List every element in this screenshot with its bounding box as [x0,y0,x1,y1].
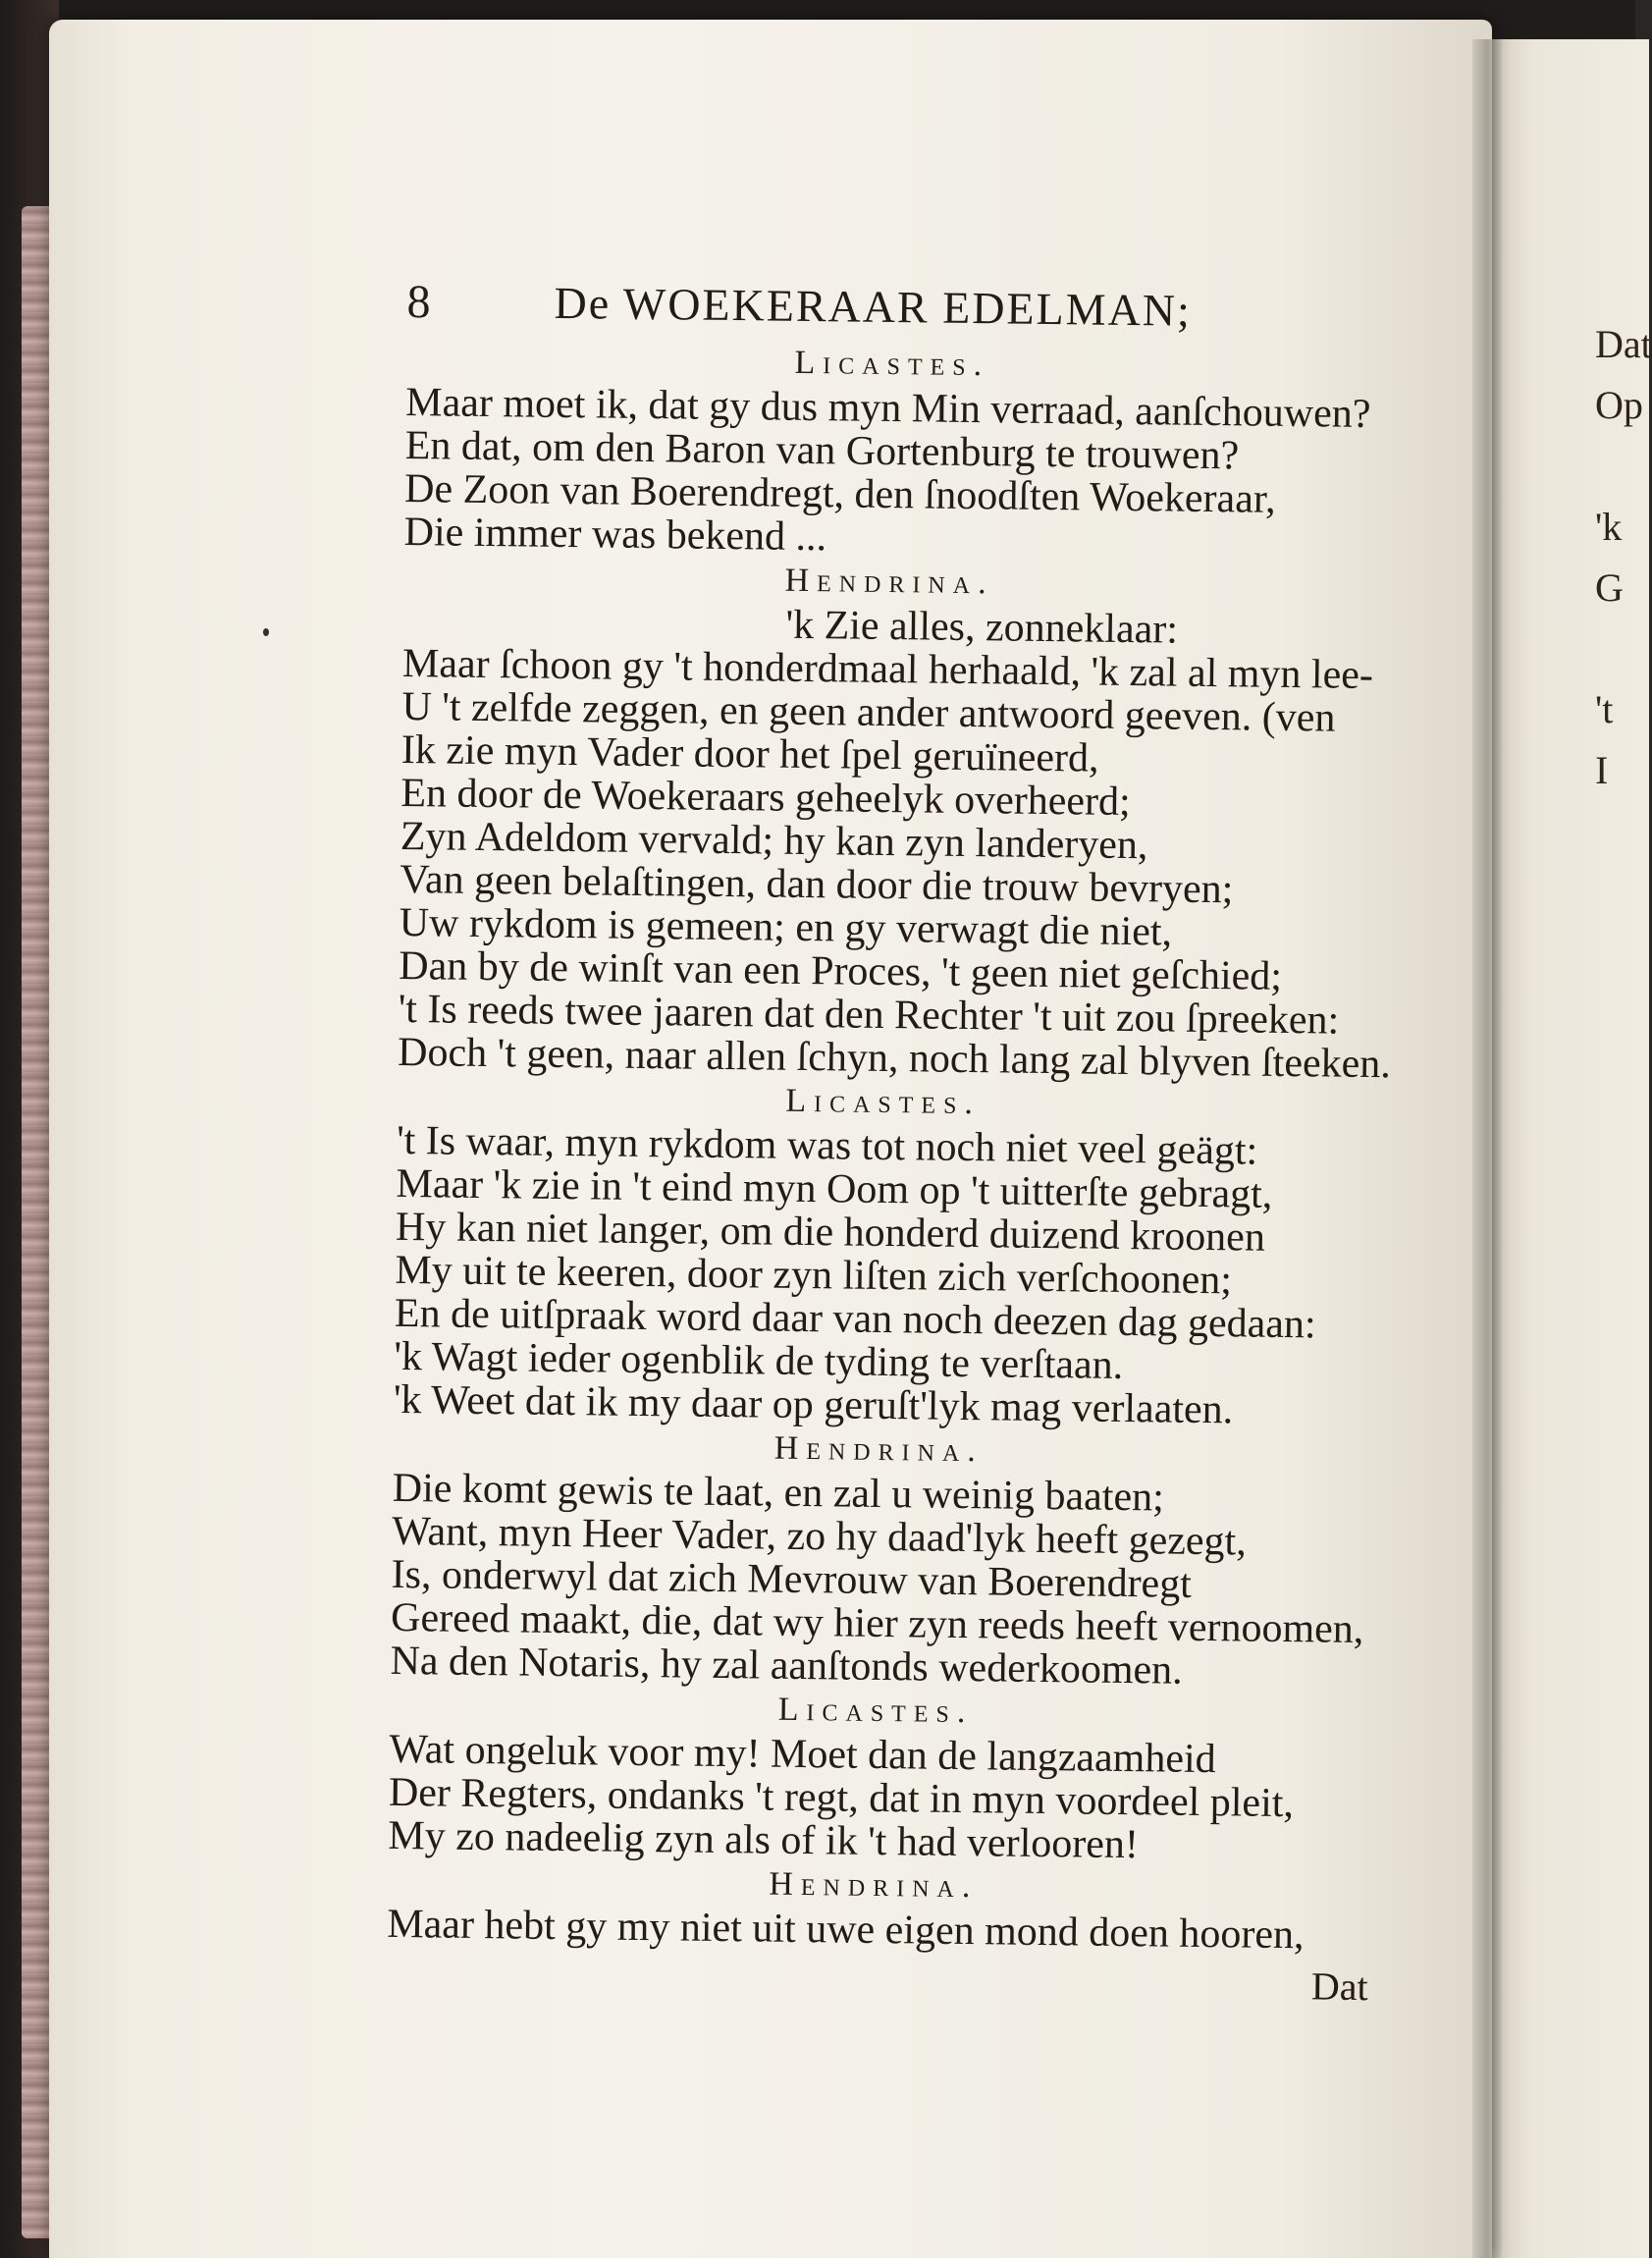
verse-line: Maar moet ik, dat gy dus myn Min verraad, aanſchouwen? [405,379,1371,437]
running-title: De WOEKERAAR EDELMAN; [554,277,1193,336]
verse-line: Die immer was bekend ... [403,509,827,561]
facing-page-fragment: I [1595,748,1609,792]
page-text-block [386,265,1417,2010]
verse-line: Ik zie myn Vader door het ſpel geruïneerd, [400,726,1099,781]
verse-line: 'k Zie alles, zonneklaar: [785,602,1179,653]
speaker-heading: Hendrina. [769,1865,979,1906]
facing-page-fragment [1595,436,1652,497]
verse-line: Die komt gewis te laat, en zal u weinig baaten; [392,1465,1165,1521]
speaker-heading: Hendrina. [773,1429,985,1470]
verse-line: En dat, om den Baron van Gortenburg te trouwen? [404,422,1240,479]
facing-page-fragment: Dat [1595,322,1652,366]
speaker-heading: Licastes. [785,1082,982,1122]
verse-line: U 't zelfde zeggen, en geen ander antwoord geeven. (ven [401,683,1336,741]
book-gutter [1472,39,1502,2258]
verse-line: 't Is reeds twee jaaren dat den Rechter 't uit zou ſpreeken: [398,986,1340,1044]
catchword: Dat [1310,1963,1368,2010]
verse-line: Na den Notaris, hy zal aanſtonds wederkoomen. [390,1638,1183,1694]
verse-line: Maar hebt gy my niet uit uwe eigen mond doen hooren, [387,1901,1305,1959]
verse-line: Wat ongeluk voor my! Moet dan de langzaamheid [389,1726,1216,1783]
verse-line: Doch 't geen, naar allen ſchyn, noch lang zal blyven ſteeken. [397,1029,1392,1088]
verse-line: De Zoon van Boerendregt, den ſnoodſten Woekeraar, [403,465,1276,522]
verse-line: Der Regters, ondanks 't regt, dat in myn voordeel pleit, [388,1769,1295,1827]
verse-line: Gereed maakt, die, dat wy hier zyn reeds heeft vernoomen, [390,1594,1364,1653]
verse-line: En de uitſpraak word daar van noch deezen dag gedaan: [394,1290,1316,1348]
facing-page-fragment [1595,618,1652,679]
verse-line: 'k Wagt ieder ogenblik de tyding te verſtaan. [394,1333,1124,1388]
verse-line: My uit te keeren, door zyn liſten zich verſchoonen; [395,1247,1233,1304]
verse-line: 'k Weet dat ik my daar op geruſt'lyk mag verlaaten. [393,1376,1234,1433]
verse-line: Is, onderwyl dat zich Mevrouw van Boerendregt [391,1551,1193,1607]
verse-line: En door de Woekeraars geheelyk overheerd; [400,770,1132,826]
facing-page-fragment: G [1595,565,1624,610]
verse-line: Maar ſchoon gy 't honderdmaal herhaald, 'k zal al myn lee- [401,640,1374,699]
speaker-heading: Hendrina. [784,562,994,602]
facing-page-fragment: Op [1595,383,1643,427]
speaker-heading: Licastes. [794,344,990,384]
verse-lines [387,336,1417,1958]
verse-line: Zyn Adeldom vervald; hy kan zyn landeryen, [400,813,1148,869]
verse-line: 't Is waar, myn rykdom was tot noch niet veel geägt: [396,1117,1258,1174]
verse-line: Maar 'k zie in 't eind myn Oom op 't uitterſte gebragt, [396,1160,1273,1217]
facing-page-text [1595,314,1652,801]
ink-speck [263,628,269,636]
verse-line: Van geen belaſtingen, dan door die trouw bevryen; [400,856,1234,913]
facing-page-fragment: 'k [1595,505,1623,549]
facing-page-fragment: 't [1595,687,1614,731]
verse-line: Hy kan niet langer, om die honderd duizend kroonen [395,1204,1266,1261]
verse-line: Dan by de winſt van een Proces, 't geen niet geſchied; [398,942,1283,999]
verse-line: My zo nadeelig zyn als of ik 't had verlooren! [388,1812,1140,1868]
page-number: 8 [406,275,433,329]
verse-line: Uw rykdom is gemeen; en gy verwagt die niet, [399,899,1173,955]
speaker-heading: Licastes. [777,1691,974,1731]
verse-line: Want, myn Heer Vader, zo hy daad'lyk heeft gezegt, [391,1508,1248,1565]
running-head [406,265,1418,349]
